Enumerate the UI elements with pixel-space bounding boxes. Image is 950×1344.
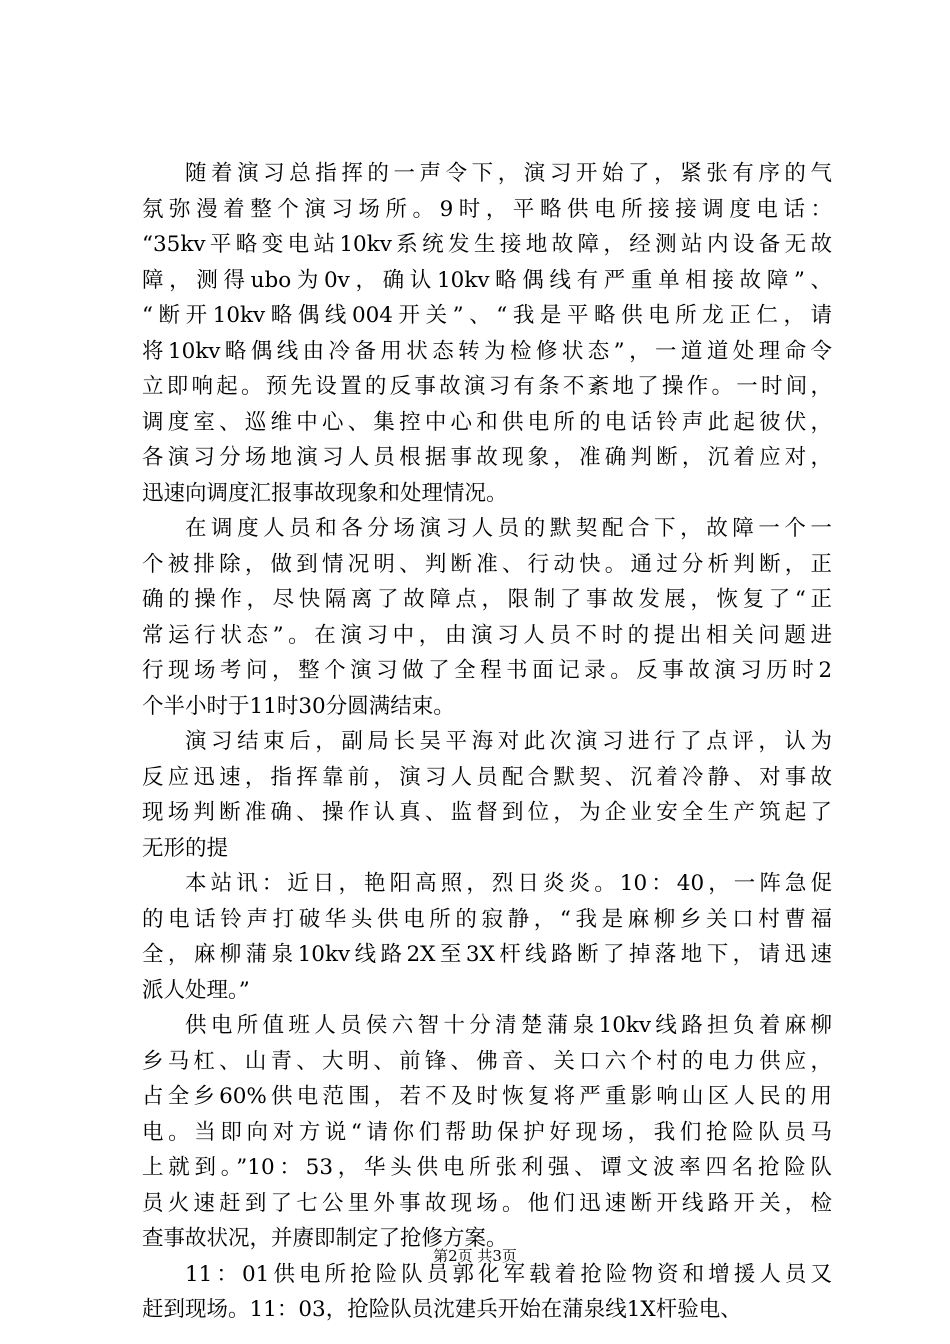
text-line: 电。当即向对方说“请你们帮助保护好现场，我们抢险队员马 (142, 1119, 832, 1145)
text-line: 无形的提 (142, 835, 229, 861)
text-line: 反应迅速，指挥靠前，演习人员配合默契、沉着冷静、对事故 (142, 764, 832, 790)
paragraph (142, 1257, 832, 1328)
paragraph (142, 511, 832, 724)
text-line: 氛弥漫着整个演习场所。9时，平略供电所接接调度电话： (142, 196, 832, 222)
text-line: 上就到。”10：53，华头供电所张利强、谭文波率四名抢险队 (142, 1155, 832, 1180)
paragraph (142, 156, 832, 511)
paragraph (142, 1008, 832, 1257)
text-line: 迅速向调度汇报事故现象和处理情况。 (142, 480, 508, 506)
text-line: “断开10kv略偶线004开关”、“我是平略供电所龙正仁，请 (142, 303, 832, 328)
text-line: “35kv平略变电站10kv系统发生接地故障，经测站内设备无故 (142, 232, 832, 257)
text-line: 全，麻柳蒲泉10kv线路2X至3X杆线路断了掉落地下，请迅速 (142, 942, 832, 967)
text-line: 11：01供电所抢险队员郭化军载着抢险物资和增援人员又 (185, 1261, 832, 1287)
text-line: 个半小时于11时30分圆满结束。 (142, 693, 455, 719)
paragraph (142, 724, 832, 866)
document-body (142, 156, 832, 1328)
text-line: 查事故状况，并赓即制定了抢修方案。 (142, 1226, 508, 1251)
text-line: 立即响起。预先设置的反事故演习有条不紊地了操作。一时间， (142, 374, 832, 399)
text-line: 调度室、巡维中心、集控中心和供电所的电话铃声此起彼伏， (142, 409, 832, 435)
text-line: 各演习分场地演习人员根据事故现象，准确判断，沉着应对， (142, 445, 832, 470)
text-line: 随着演习总指挥的一声令下，演习开始了，紧张有序的气 (185, 161, 832, 186)
text-line: 乡马杠、山青、大明、前锋、佛音、关口六个村的电力供应， (142, 1048, 832, 1074)
text-line: 员火速赶到了七公里外事故现场。他们迅速断开线路开关，检 (142, 1190, 832, 1216)
text-line: 现场判断准确、操作认真、监督到位，为企业安全生产筑起了 (142, 800, 832, 825)
text-line: 的电话铃声打破华头供电所的寂静，“我是麻柳乡关口村曹福 (142, 906, 832, 932)
text-line: 供电所值班人员侯六智十分清楚蒲泉10kv线路担负着麻柳 (185, 1013, 832, 1038)
text-line: 赶到现场。11：03，抢险队员沈建兵开始在蒲泉线1X杆验电、 (142, 1297, 742, 1322)
text-line: 确的操作，尽快隔离了故障点，限制了事故发展，恢复了“正 (142, 587, 832, 612)
text-line: 演习结束后，副局长吴平海对此次演习进行了点评，认为 (185, 729, 832, 754)
text-line: 将10kv略偶线由冷备用状态转为检修状态”，一道道处理命令 (142, 338, 832, 364)
text-line: 行现场考问，整个演习做了全程书面记录。反事故演习历时2 (142, 658, 832, 683)
text-line: 常运行状态”。在演习中，由演习人员不时的提出相关问题进 (142, 622, 832, 648)
text-line: 本站讯：近日，艳阳高照，烈日炎炎。10：40，一阵急促 (185, 871, 832, 896)
text-line: 个被排除，做到情况明、判断准、行动快。通过分析判断，正 (142, 551, 832, 577)
paragraph (142, 866, 832, 1008)
text-line: 障，测得ubo为0v，确认10kv略偶线有严重单相接故障”、 (142, 267, 832, 293)
page-footer: 第2页 共3页 (433, 1247, 517, 1265)
text-line: 占全乡60%供电范围，若不及时恢复将严重影响山区人民的用 (142, 1084, 832, 1109)
text-line: 派人处理。” (142, 977, 250, 1003)
text-line: 在调度人员和各分场演习人员的默契配合下，故障一个一 (185, 516, 832, 541)
